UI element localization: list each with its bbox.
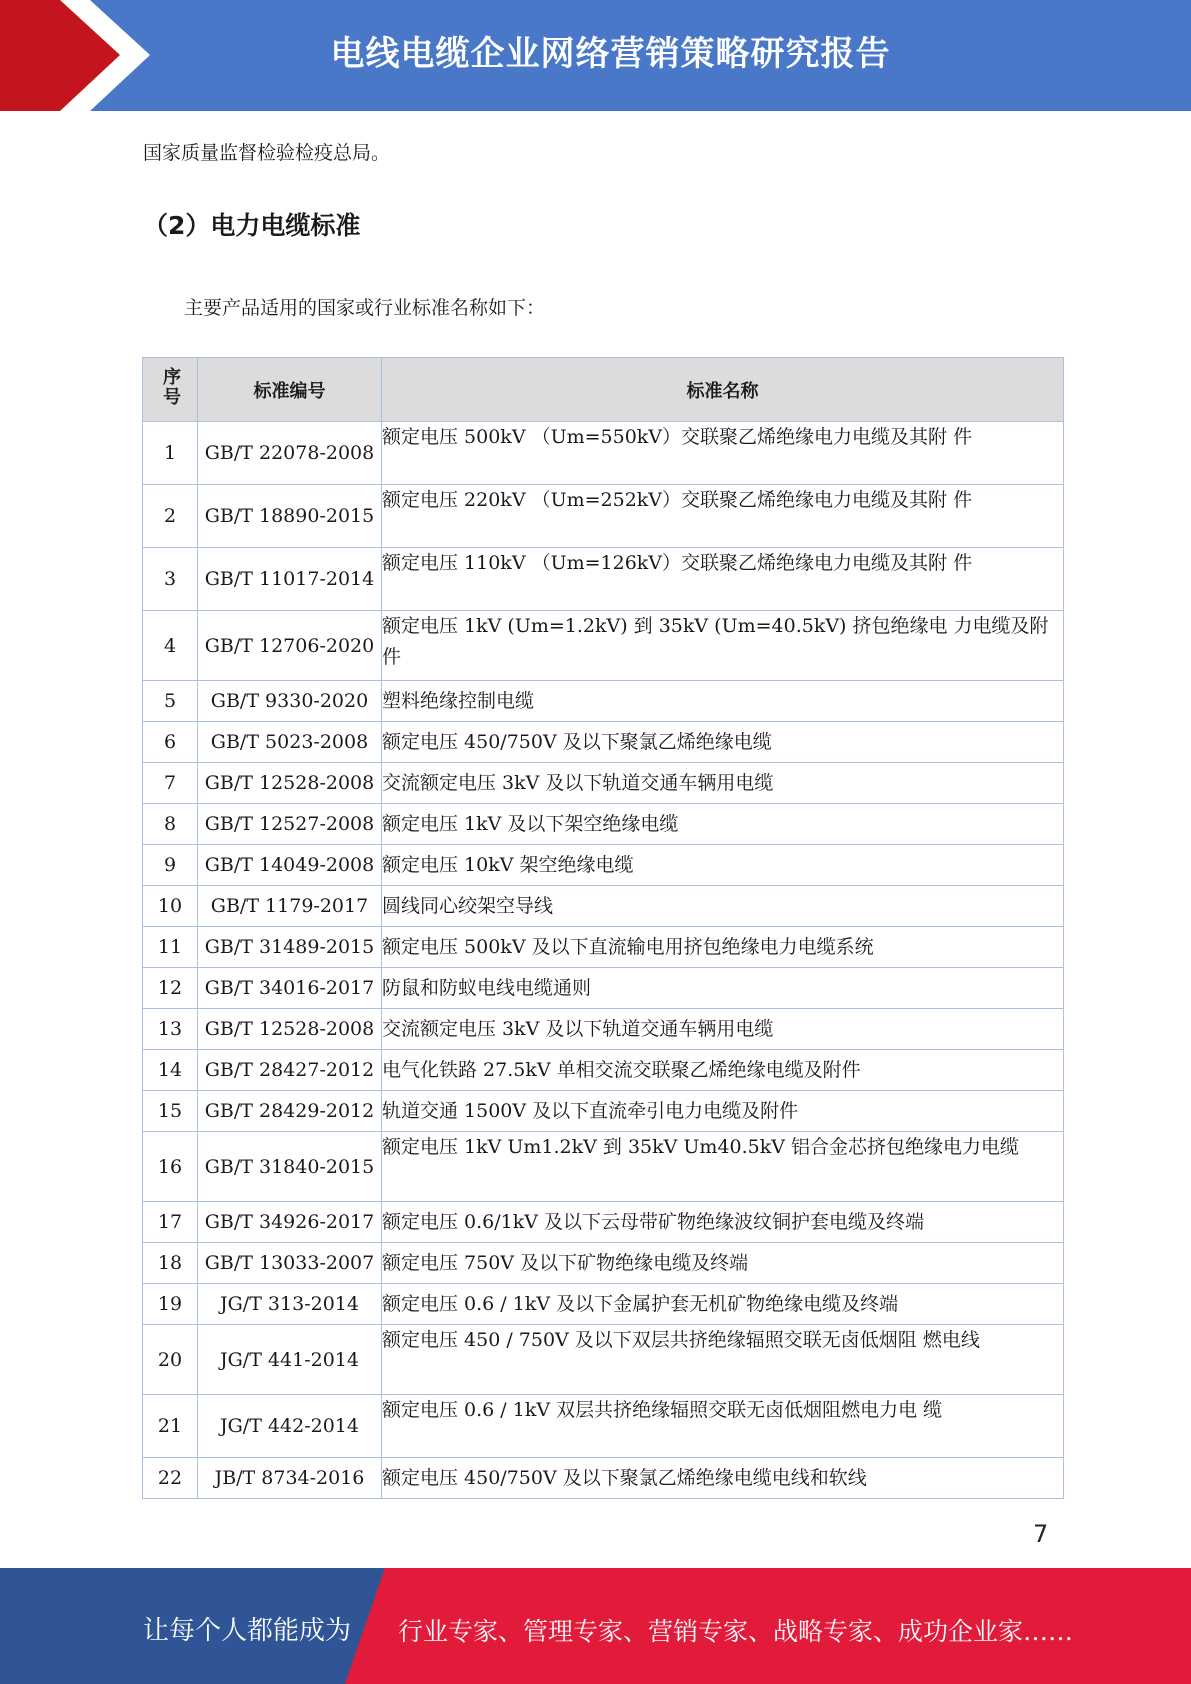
- cell-name: 防鼠和防蚁电线电缆通则: [382, 968, 1064, 1009]
- cell-code: GB/T 11017-2014: [198, 548, 382, 611]
- cell-no: 19: [143, 1284, 198, 1325]
- cell-no: 10: [143, 886, 198, 927]
- cell-no: 20: [143, 1325, 198, 1395]
- table-header-row: [143, 358, 1064, 422]
- cell-no: 17: [143, 1202, 198, 1243]
- cell-code: JG/T 441-2014: [198, 1325, 382, 1395]
- cell-code: GB/T 12528-2008: [198, 1009, 382, 1050]
- cell-name: 额定电压 750V 及以下矿物绝缘电缆及终端: [382, 1243, 1064, 1284]
- table-row: [143, 1458, 1064, 1499]
- cell-code: JG/T 442-2014: [198, 1395, 382, 1458]
- cell-no: 22: [143, 1458, 198, 1499]
- cell-code: GB/T 34926-2017: [198, 1202, 382, 1243]
- cell-code: GB/T 31840-2015: [198, 1132, 382, 1202]
- cell-name: 额定电压 1kV (Um=1.2kV) 到 35kV (Um=40.5kV) 挤包绝缘电 力电缆及附件: [382, 611, 1064, 681]
- intro-paragraph: 主要产品适用的国家或行业标准名称如下：: [184, 297, 546, 319]
- cell-no: 5: [143, 681, 198, 722]
- section-heading: （2）电力电缆标准: [143, 211, 361, 240]
- cell-code: GB/T 9330-2020: [198, 681, 382, 722]
- cell-code: GB/T 22078-2008: [198, 422, 382, 485]
- cell-code: GB/T 12528-2008: [198, 763, 382, 804]
- cell-code: GB/T 28429-2012: [198, 1091, 382, 1132]
- cell-no: 6: [143, 722, 198, 763]
- table-row: [143, 968, 1064, 1009]
- table-row: [143, 804, 1064, 845]
- table-row: [143, 681, 1064, 722]
- table-row: [143, 485, 1064, 548]
- cell-code: GB/T 1179-2017: [198, 886, 382, 927]
- cell-no: 11: [143, 927, 198, 968]
- cell-name: 轨道交通 1500V 及以下直流牵引电力电缆及附件: [382, 1091, 1064, 1132]
- table-row: [143, 1325, 1064, 1395]
- table-row: [143, 1202, 1064, 1243]
- page-header: [0, 0, 1191, 111]
- table-row: [143, 1091, 1064, 1132]
- cell-name: 额定电压 450/750V 及以下聚氯乙烯绝缘电缆: [382, 722, 1064, 763]
- body-text-line: 国家质量监督检验检疫总局。: [143, 142, 391, 164]
- header-no: 序号: [143, 358, 198, 422]
- table-row: [143, 548, 1064, 611]
- cell-no: 3: [143, 548, 198, 611]
- cell-no: 15: [143, 1091, 198, 1132]
- footer-slogan-left: 让每个人都能成为: [143, 1616, 352, 1646]
- table-row: [143, 1243, 1064, 1284]
- cell-name: 额定电压 220kV （Um=252kV）交联聚乙烯绝缘电力电缆及其附 件: [382, 485, 1064, 548]
- cell-code: JG/T 313-2014: [198, 1284, 382, 1325]
- cell-no: 9: [143, 845, 198, 886]
- standards-table: [142, 357, 1064, 1499]
- cell-no: 2: [143, 485, 198, 548]
- cell-name: 额定电压 0.6 / 1kV 双层共挤绝缘辐照交联无卤低烟阻燃电力电 缆: [382, 1395, 1064, 1458]
- cell-code: GB/T 31489-2015: [198, 927, 382, 968]
- page-number: 7: [1033, 1520, 1049, 1548]
- table-row: [143, 1050, 1064, 1091]
- table-row: [143, 422, 1064, 485]
- cell-name: 电气化铁路 27.5kV 单相交流交联聚乙烯绝缘电缆及附件: [382, 1050, 1064, 1091]
- cell-code: GB/T 28427-2012: [198, 1050, 382, 1091]
- cell-code: GB/T 14049-2008: [198, 845, 382, 886]
- cell-no: 12: [143, 968, 198, 1009]
- cell-no: 13: [143, 1009, 198, 1050]
- cell-code: GB/T 5023-2008: [198, 722, 382, 763]
- cell-name: 塑料绝缘控制电缆: [382, 681, 1064, 722]
- cell-code: GB/T 18890-2015: [198, 485, 382, 548]
- cell-name: 圆线同心绞架空导线: [382, 886, 1064, 927]
- cell-code: JB/T 8734-2016: [198, 1458, 382, 1499]
- cell-no: 4: [143, 611, 198, 681]
- cell-name: 交流额定电压 3kV 及以下轨道交通车辆用电缆: [382, 1009, 1064, 1050]
- cell-no: 14: [143, 1050, 198, 1091]
- cell-no: 21: [143, 1395, 198, 1458]
- cell-name: 额定电压 450/750V 及以下聚氯乙烯绝缘电缆电线和软线: [382, 1458, 1064, 1499]
- table-row: [143, 927, 1064, 968]
- table-row: [143, 1284, 1064, 1325]
- table-row: [143, 1395, 1064, 1458]
- cell-name: 额定电压 500kV （Um=550kV）交联聚乙烯绝缘电力电缆及其附 件: [382, 422, 1064, 485]
- document-title: 电线电缆企业网络营销策略研究报告: [330, 34, 891, 74]
- table-row: [143, 763, 1064, 804]
- cell-code: GB/T 13033-2007: [198, 1243, 382, 1284]
- cell-no: 7: [143, 763, 198, 804]
- table-row: [143, 1132, 1064, 1202]
- cell-name: 额定电压 0.6/1kV 及以下云母带矿物绝缘波纹铜护套电缆及终端: [382, 1202, 1064, 1243]
- footer-slogan-right: 行业专家、管理专家、营销专家、战略专家、成功企业家……: [398, 1617, 1074, 1646]
- cell-no: 18: [143, 1243, 198, 1284]
- cell-code: GB/T 34016-2017: [198, 968, 382, 1009]
- cell-name: 交流额定电压 3kV 及以下轨道交通车辆用电缆: [382, 763, 1064, 804]
- page-footer: [0, 1568, 1191, 1684]
- header-code: 标准编号: [198, 358, 382, 422]
- cell-name: 额定电压 110kV （Um=126kV）交联聚乙烯绝缘电力电缆及其附 件: [382, 548, 1064, 611]
- cell-name: 额定电压 1kV 及以下架空绝缘电缆: [382, 804, 1064, 845]
- table-row: [143, 611, 1064, 681]
- cell-name: 额定电压 10kV 架空绝缘电缆: [382, 845, 1064, 886]
- cell-no: 16: [143, 1132, 198, 1202]
- cell-code: GB/T 12527-2008: [198, 804, 382, 845]
- cell-name: 额定电压 1kV Um1.2kV 到 35kV Um40.5kV 铝合金芯挤包绝缘电力电缆: [382, 1132, 1064, 1202]
- cell-no: 1: [143, 422, 198, 485]
- cell-name: 额定电压 500kV 及以下直流输电用挤包绝缘电力电缆系统: [382, 927, 1064, 968]
- cell-name: 额定电压 450 / 750V 及以下双层共挤绝缘辐照交联无卤低烟阻 燃电线: [382, 1325, 1064, 1395]
- cell-no: 8: [143, 804, 198, 845]
- table-row: [143, 1009, 1064, 1050]
- table-row: [143, 722, 1064, 763]
- table-row: [143, 886, 1064, 927]
- table-row: [143, 845, 1064, 886]
- cell-name: 额定电压 0.6 / 1kV 及以下金属护套无机矿物绝缘电缆及终端: [382, 1284, 1064, 1325]
- header-name: 标准名称: [382, 358, 1064, 422]
- cell-code: GB/T 12706-2020: [198, 611, 382, 681]
